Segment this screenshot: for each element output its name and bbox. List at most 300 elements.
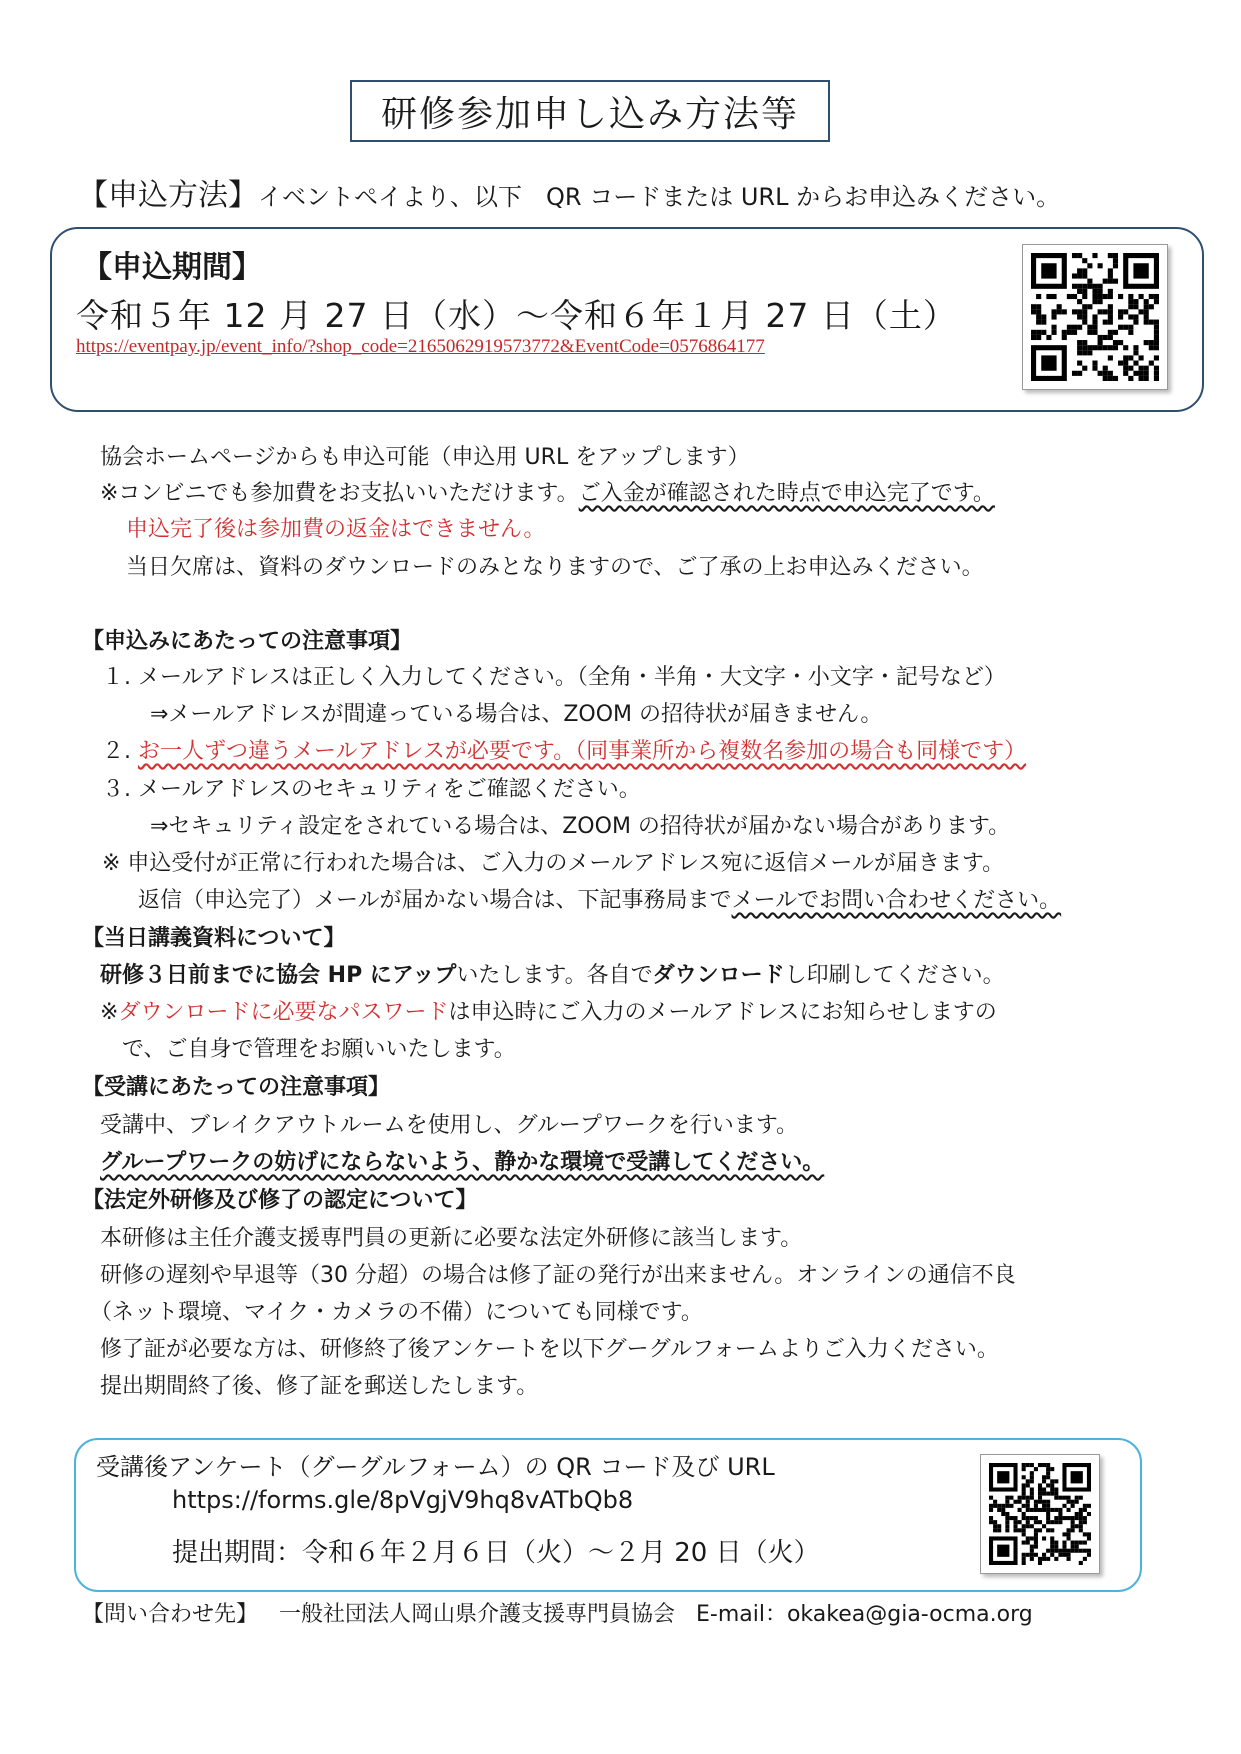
qr-module: [1026, 1463, 1030, 1467]
qr-module: [1054, 1541, 1058, 1545]
qr-module: [1005, 1520, 1009, 1524]
qr-module: [1103, 279, 1108, 284]
qr-module: [1042, 1479, 1046, 1483]
qr-module: [1077, 289, 1082, 294]
qr-module: [1075, 1549, 1079, 1553]
qr-module: [1046, 1520, 1050, 1524]
qr-module: [1054, 1492, 1058, 1496]
qr-module: [1092, 253, 1097, 258]
qr-module: [1046, 1467, 1050, 1471]
qr-module: [989, 1508, 993, 1512]
qr-module: [1083, 1520, 1087, 1524]
qr-module: [1077, 361, 1082, 366]
qr-module: [1062, 1504, 1066, 1508]
qr-module: [1001, 1512, 1005, 1516]
qr-module: [1030, 1487, 1034, 1491]
qr-module: [1054, 1520, 1058, 1524]
qr-module: [1050, 1545, 1054, 1549]
qr-module: [1098, 340, 1103, 345]
qr-module: [1082, 294, 1087, 299]
qr-module: [1071, 1516, 1075, 1520]
caution-item-2: ２. お一人ずつ違うメールアドレスが必要です。（同事業所から複数名参加の場合も同様です）: [102, 739, 1027, 764]
application-method: [78, 170, 1060, 214]
signup-qr-code-icon[interactable]: [1022, 244, 1168, 390]
qr-module: [1046, 1508, 1050, 1512]
qr-module: [1034, 1553, 1038, 1557]
qr-module: [1054, 1479, 1058, 1483]
qr-module: [1113, 263, 1118, 268]
caution-item-1: １. メールアドレスは正しく入力してください。（全角・半角・大文字・小文字・記号など）: [102, 665, 1006, 690]
qr-module: [1041, 314, 1046, 319]
qr-module: [1026, 1496, 1030, 1500]
qr-module: [989, 1516, 993, 1520]
qr-module: [1005, 1528, 1009, 1532]
qr-module: [1005, 1512, 1009, 1516]
qr-module: [1149, 294, 1154, 299]
qr-module: [993, 1504, 997, 1508]
qr-module: [997, 1504, 1001, 1508]
qr-module: [1026, 1500, 1030, 1504]
qr-module: [1067, 1553, 1071, 1557]
qr-module: [1026, 1553, 1030, 1557]
qr-module: [1042, 1508, 1046, 1512]
qr-module: [1036, 294, 1041, 299]
qr-module: [1083, 1516, 1087, 1520]
materials-line-1: 研修３日前までに協会 HP にアップいたします。各自でダウンロードし印刷してください。: [100, 963, 1005, 988]
qr-module: [1034, 1536, 1038, 1540]
qr-module: [1046, 1512, 1050, 1516]
qr-module: [1139, 376, 1144, 381]
page-title: 研修参加申し込み方法等: [350, 80, 830, 142]
qr-module: [1128, 304, 1133, 309]
qr-module: [1098, 299, 1103, 304]
qr-module: [1098, 263, 1103, 268]
qr-module: [1046, 1500, 1050, 1504]
qr-module: [1098, 284, 1103, 289]
qr-module: [1067, 1536, 1071, 1540]
qr-module: [1038, 1492, 1042, 1496]
qr-module: [1118, 361, 1123, 366]
qr-module: [1154, 345, 1159, 350]
qr-module: [1082, 309, 1087, 314]
qr-module: [1103, 371, 1108, 376]
qr-module: [1082, 345, 1087, 350]
materials-line-2: ※ダウンロードに必要なパスワードは申込時にご入力のメールアドレスにお知らせしますの: [100, 1000, 997, 1025]
qr-module: [1038, 1557, 1042, 1561]
qr-module: [1128, 314, 1133, 319]
qr-module: [1087, 1553, 1091, 1557]
qr-module: [1067, 1500, 1071, 1504]
qr-module: [1058, 1516, 1062, 1520]
qr-module: [1103, 309, 1108, 314]
note-absence: 当日欠席は、資料のダウンロードのみとなりますので、ご了承の上お申込みください。: [126, 555, 984, 580]
qr-module: [1036, 330, 1041, 335]
qr-module: [1154, 294, 1159, 299]
qr-module: [1050, 1549, 1054, 1553]
qr-module: [1144, 371, 1149, 376]
qr-module: [1050, 1483, 1054, 1487]
qr-module: [1026, 1536, 1030, 1540]
qr-module: [1022, 1463, 1026, 1467]
qr-module: [1072, 253, 1077, 258]
qr-module: [1087, 284, 1092, 289]
qr-module: [1058, 1520, 1062, 1524]
qr-module: [1005, 1516, 1009, 1520]
qr-module: [1144, 340, 1149, 345]
qr-module: [1046, 1528, 1050, 1532]
qr-module: [1083, 1532, 1087, 1536]
caution-item-1-sub: ⇒メールアドレスが間違っている場合は、ZOOM の招待状が届きません。: [150, 702, 883, 727]
qr-module: [1013, 1524, 1017, 1528]
qr-module: [1022, 1553, 1026, 1557]
qr-module: [1036, 320, 1041, 325]
qr-module: [1054, 1508, 1058, 1512]
qr-module: [1071, 1504, 1075, 1508]
qr-module: [1082, 273, 1087, 278]
qr-module: [1139, 294, 1144, 299]
qr-module: [1031, 335, 1036, 340]
qr-module: [1113, 253, 1118, 258]
qr-module: [1030, 1471, 1034, 1475]
qr-module: [1058, 1553, 1062, 1557]
qr-module: [1062, 1496, 1066, 1500]
qr-module: [1042, 1487, 1046, 1491]
qr-module: [1030, 1463, 1034, 1467]
certification-heading: 【法定外研修及び修了の認定について】: [82, 1188, 478, 1213]
qr-module: [993, 1524, 997, 1528]
qr-module: [1030, 1553, 1034, 1557]
contact-footer: [82, 1597, 1033, 1628]
qr-module: [1128, 366, 1133, 371]
qr-module: [1149, 340, 1154, 345]
qr-module: [1062, 1545, 1066, 1549]
qr-module: [1046, 1463, 1050, 1467]
qr-module: [1128, 376, 1133, 381]
qr-module: [1001, 1504, 1005, 1508]
qr-module: [1133, 320, 1138, 325]
qr-module: [1026, 1516, 1030, 1520]
qr-module: [1009, 1516, 1013, 1520]
qr-module: [1062, 309, 1067, 314]
qr-module: [1062, 1516, 1066, 1520]
certification-line-4: 修了証が必要な方は、研修終了後アンケートを以下グーグルフォームよりご入力ください。: [100, 1337, 999, 1362]
qr-module: [1054, 1545, 1058, 1549]
certification-line-2: 研修の遅刻や早退等（30 分超）の場合は修了証の発行が出来ません。オンラインの通信不良: [100, 1263, 1016, 1288]
qr-module: [1072, 325, 1077, 330]
qr-module: [1030, 1492, 1034, 1496]
qr-module: [1139, 355, 1144, 360]
qr-module: [1103, 376, 1108, 381]
qr-module: [1082, 350, 1087, 355]
qr-module: [1092, 284, 1097, 289]
qr-module: [1050, 1479, 1054, 1483]
qr-module: [1077, 371, 1082, 376]
qr-module: [1038, 1496, 1042, 1500]
qr-module: [1005, 1524, 1009, 1528]
qr-module: [1154, 335, 1159, 340]
qr-module: [1050, 1553, 1054, 1557]
qr-module: [1133, 361, 1138, 366]
qr-module: [1133, 345, 1138, 350]
qr-module: [1031, 304, 1036, 309]
qr-module: [1046, 1483, 1050, 1487]
qr-module: [1058, 1496, 1062, 1500]
qr-module: [1030, 1479, 1034, 1483]
qr-module: [1058, 1508, 1062, 1512]
qr-module: [1123, 355, 1128, 360]
qr-module: [1022, 1541, 1026, 1545]
qr-module: [1123, 371, 1128, 376]
qr-module: [1018, 1508, 1022, 1512]
qr-module: [1042, 1463, 1046, 1467]
qr-module: [1072, 284, 1077, 289]
qr-module: [1128, 330, 1133, 335]
qr-module: [1077, 340, 1082, 345]
qr-module: [1022, 1516, 1026, 1520]
qr-module: [1139, 366, 1144, 371]
qr-module: [1082, 314, 1087, 319]
qr-module: [1042, 1557, 1046, 1561]
qr-module: [1079, 1549, 1083, 1553]
qr-module: [1050, 1536, 1054, 1540]
qr-module: [1050, 1492, 1054, 1496]
qr-module: [1087, 330, 1092, 335]
contact-email[interactable]: E-mail：okakea@gia-ocma.org: [696, 1602, 1033, 1627]
qr-module: [1087, 345, 1092, 350]
qr-module: [1079, 1524, 1083, 1528]
qr-module: [989, 1504, 993, 1508]
qr-module: [1082, 284, 1087, 289]
qr-module: [1042, 1475, 1046, 1479]
qr-module: [1079, 1508, 1083, 1512]
qr-module: [1051, 325, 1056, 330]
qr-module: [1154, 355, 1159, 360]
qr-module: [1026, 1508, 1030, 1512]
method-text: イベントペイより、以下 QR コードまたは URL からお申込みください。: [258, 183, 1061, 211]
certification-line-5: 提出期間終了後、修了証を郵送したします。: [100, 1374, 539, 1399]
qr-module: [1046, 335, 1051, 340]
qr-module: [1026, 1541, 1030, 1545]
qr-module: [1108, 345, 1113, 350]
qr-module: [1092, 330, 1097, 335]
certification-line-3: （ネット環境、マイク・カメラの不備）についても同様です。: [90, 1300, 703, 1325]
qr-module: [1133, 299, 1138, 304]
qr-module: [1034, 1545, 1038, 1549]
qr-module: [1082, 258, 1087, 263]
qr-module: [1128, 355, 1133, 360]
qr-module: [1108, 294, 1113, 299]
qr-module: [1046, 1557, 1050, 1561]
qr-module: [1058, 1549, 1062, 1553]
signup-link[interactable]: https://eventpay.jp/event_info/?shop_code=2165062919573772&EventCode=0576864177: [76, 336, 765, 357]
qr-module: [1022, 1528, 1026, 1532]
period-dates: 令和５年 12 月 27 日（水）～令和６年１月 27 日（土）: [76, 296, 957, 335]
qr-module: [1041, 330, 1046, 335]
qr-module: [1022, 1492, 1026, 1496]
qr-module: [1087, 1532, 1091, 1536]
qr-module: [1067, 1557, 1071, 1561]
qr-module: [1034, 1516, 1038, 1520]
qr-module: [1051, 309, 1056, 314]
qr-module: [1098, 335, 1103, 340]
qr-module: [1108, 376, 1113, 381]
survey-qr-code-icon[interactable]: [980, 1454, 1100, 1574]
qr-module: [1079, 1528, 1083, 1532]
qr-module: [1071, 1520, 1075, 1524]
qr-module: [1154, 371, 1159, 376]
qr-module: [1001, 1508, 1005, 1512]
qr-module: [1050, 1528, 1054, 1532]
qr-module: [1079, 1520, 1083, 1524]
qr-module: [1022, 1483, 1026, 1487]
qr-module: [1079, 1512, 1083, 1516]
qr-module: [1079, 1516, 1083, 1520]
qr-module: [1071, 1524, 1075, 1528]
qr-module: [1083, 1541, 1087, 1545]
qr-module: [1046, 294, 1051, 299]
qr-module: [1030, 1475, 1034, 1479]
qr-module: [1072, 330, 1077, 335]
qr-finder-mark: [1041, 263, 1056, 278]
qr-finder-mark: [1071, 1471, 1083, 1483]
qr-module: [1054, 1549, 1058, 1553]
qr-module: [1087, 1536, 1091, 1540]
qr-module: [1128, 294, 1133, 299]
qr-module: [1067, 330, 1072, 335]
qr-module: [1030, 1549, 1034, 1553]
qr-module: [1092, 314, 1097, 319]
qr-finder-mark: [997, 1471, 1009, 1483]
qr-module: [1034, 1508, 1038, 1512]
qr-module: [1057, 304, 1062, 309]
qr-module: [1113, 330, 1118, 335]
qr-module: [1072, 309, 1077, 314]
qr-module: [1154, 376, 1159, 381]
survey-link[interactable]: https://forms.gle/8pVgjV9hq8vATbQb8: [172, 1486, 634, 1514]
qr-module: [1050, 1508, 1054, 1512]
qr-module: [1133, 371, 1138, 376]
qr-module: [1005, 1496, 1009, 1500]
qr-module: [1108, 371, 1113, 376]
qr-module: [1071, 1541, 1075, 1545]
caution-item-3-sub: ⇒セキュリティ設定をされている場合は、ZOOM の招待状が届かない場合があります。: [150, 814, 1011, 839]
qr-module: [1022, 1496, 1026, 1500]
qr-module: [1013, 1528, 1017, 1532]
qr-module: [1144, 366, 1149, 371]
qr-module: [1075, 1524, 1079, 1528]
qr-module: [1046, 1504, 1050, 1508]
qr-module: [1082, 366, 1087, 371]
qr-module: [1026, 1520, 1030, 1524]
qr-module: [1075, 1512, 1079, 1516]
qr-module: [1018, 1496, 1022, 1500]
qr-module: [1108, 330, 1113, 335]
qr-module: [1103, 366, 1108, 371]
qr-module: [1149, 361, 1154, 366]
qr-module: [1075, 1545, 1079, 1549]
qr-module: [1092, 299, 1097, 304]
qr-module: [1092, 320, 1097, 325]
qr-module: [1092, 294, 1097, 299]
qr-module: [1030, 1516, 1034, 1520]
qr-module: [1144, 376, 1149, 381]
qr-module: [1067, 1496, 1071, 1500]
qr-module: [1082, 304, 1087, 309]
qr-module: [1108, 279, 1113, 284]
qr-module: [1050, 1541, 1054, 1545]
survey-period: 提出期間：令和６年２月６日（火）～２月 20 日（火）: [172, 1538, 820, 1568]
qr-module: [1108, 335, 1113, 340]
qr-module: [1042, 1492, 1046, 1496]
qr-module: [1071, 1549, 1075, 1553]
qr-module: [1038, 1561, 1042, 1565]
qr-module: [1022, 1532, 1026, 1536]
qr-module: [1057, 309, 1062, 314]
qr-module: [1103, 320, 1108, 325]
qr-module: [1036, 309, 1041, 314]
qr-module: [1046, 1475, 1050, 1479]
attendance-line-1: 受講中、ブレイクアウトルームを使用し、グループワークを行います。: [100, 1113, 799, 1138]
qr-module: [1108, 320, 1113, 325]
certification-line-1: 本研修は主任介護支援専門員の更新に必要な法定外研修に該当します。: [100, 1226, 803, 1251]
qr-module: [1050, 1487, 1054, 1491]
qr-module: [1123, 325, 1128, 330]
qr-module: [1077, 325, 1082, 330]
qr-module: [1042, 1500, 1046, 1504]
qr-module: [1149, 320, 1154, 325]
qr-module: [1038, 1483, 1042, 1487]
caution-heading: 【申込みにあたっての注意事項】: [82, 629, 413, 654]
method-heading: 【申込方法】: [78, 178, 258, 213]
qr-module: [1149, 304, 1154, 309]
note-convenience: ※コンビニでも参加費をお支払いいただけます。ご入金が確認された時点で申込完了です。: [100, 481, 995, 506]
qr-module: [1108, 309, 1113, 314]
qr-module: [1113, 258, 1118, 263]
qr-module: [1079, 1561, 1083, 1565]
qr-module: [1144, 314, 1149, 319]
qr-module: [997, 1508, 1001, 1512]
qr-module: [1071, 1500, 1075, 1504]
qr-module: [1050, 1520, 1054, 1524]
qr-module: [1082, 320, 1087, 325]
qr-module: [989, 1496, 993, 1500]
qr-module: [1108, 304, 1113, 309]
qr-module: [1030, 1496, 1034, 1500]
qr-module: [1133, 314, 1138, 319]
qr-module: [1108, 273, 1113, 278]
qr-module: [1072, 294, 1077, 299]
qr-module: [1062, 1549, 1066, 1553]
qr-module: [1133, 304, 1138, 309]
note-no-refund: 申込完了後は参加費の返金はできません。: [126, 517, 546, 542]
qr-module: [1108, 314, 1113, 319]
qr-module: [1071, 1528, 1075, 1532]
qr-module: [1108, 289, 1113, 294]
qr-module: [1058, 1512, 1062, 1516]
qr-module: [1022, 1467, 1026, 1471]
qr-module: [1067, 294, 1072, 299]
qr-module: [1075, 1496, 1079, 1500]
qr-module: [1062, 330, 1067, 335]
caution-note-1: ※ 申込受付が正常に行われた場合は、ご入力のメールアドレス宛に返信メールが届きます。: [102, 851, 1005, 876]
qr-module: [1083, 1549, 1087, 1553]
qr-module: [1022, 1512, 1026, 1516]
qr-module: [1051, 314, 1056, 319]
qr-module: [1108, 355, 1113, 360]
qr-module: [1034, 1532, 1038, 1536]
qr-module: [1144, 320, 1149, 325]
qr-module: [1030, 1524, 1034, 1528]
